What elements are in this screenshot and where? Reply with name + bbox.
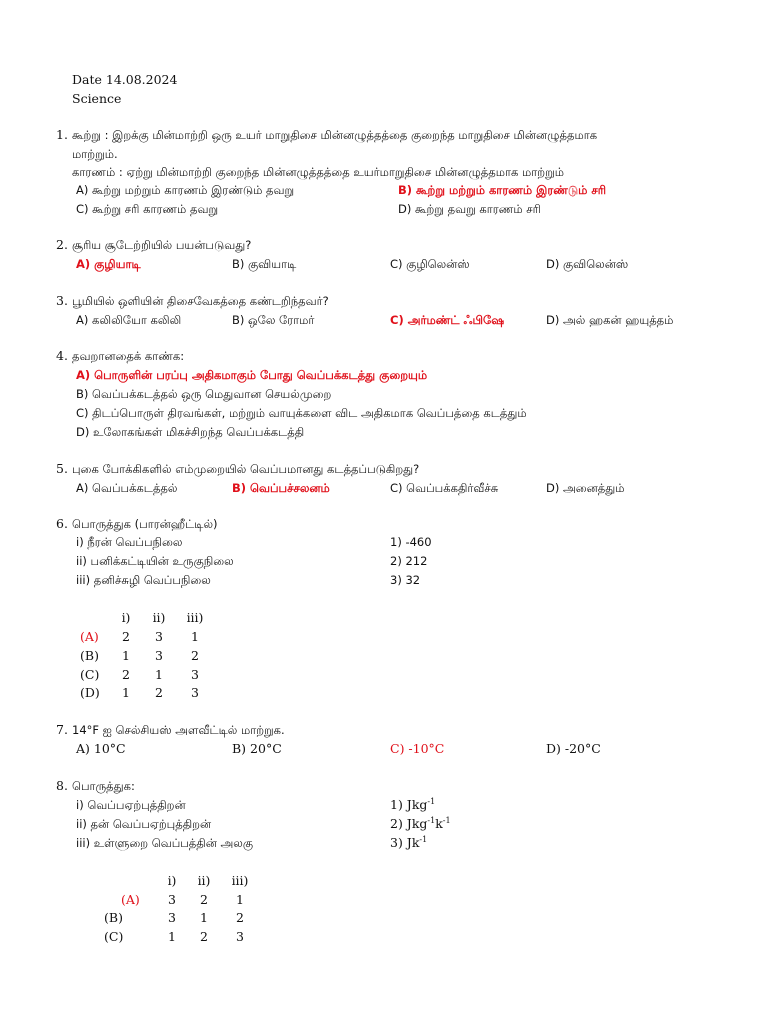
q8-grid-cell: 1	[200, 910, 208, 925]
q7-option-a: A) 10°C	[76, 741, 126, 756]
q4-option-d: D) உலோகங்கள் மிகச்சிறந்த வெப்பக்கடத்தி	[76, 425, 305, 439]
q8-grid-head: iii)	[231, 873, 249, 888]
q5-option-c: C) வெப்பக்கதிர்வீச்சு	[390, 481, 499, 495]
q2-option-c: C) குழிலென்ஸ்	[390, 257, 470, 271]
q6-left-item: ii) பனிக்கட்டியின் உருகுநிலை	[76, 554, 234, 568]
q2-text: சூரிய சூடேற்றியில் பயன்படுவது?	[72, 238, 252, 252]
q3-option-d: D) அல் ஹகன் ஹயுத்தம்	[546, 313, 674, 327]
q6-grid-cell: 1	[191, 629, 199, 644]
q6-grid-cell: 1	[122, 685, 130, 700]
q1-reason: காரணம் : ஏற்று மின்மாற்றி குறைந்த மின்னழுத்தத்தை உயர்மாறுதிசை மின்னழுத்தமாக மாற்றும்	[72, 165, 564, 179]
q6-grid-cell: 1	[122, 648, 130, 663]
q6-number: 6.	[56, 516, 68, 531]
q8-row-label: (B)	[104, 910, 123, 925]
q4-number: 4.	[56, 348, 68, 363]
q6-grid-cell: 3	[191, 667, 199, 682]
q2-option-b: B) குவியாடி	[232, 257, 297, 271]
q4-option-a-answer: A) பொருளின் பரப்பு அதிகமாகும் போது வெப்பக்கடத்து குறையும்	[76, 368, 428, 382]
q3-option-c-answer: C) அர்மண்ட் ஃபிஷே	[390, 313, 505, 327]
q6-right-item: 3) 32	[390, 573, 421, 587]
q6-text: பொருத்துக (பாரன்ஹீட்டில்)	[72, 517, 218, 531]
q7-option-d: D) -20°C	[546, 741, 601, 756]
q7-text: 14°F ஐ செல்சியஸ் அளவீட்டில் மாற்றுக.	[72, 723, 285, 737]
q1-option-b-answer: B) கூற்று மற்றும் காரணம் இரண்டும் சரி	[398, 183, 607, 197]
q8-grid-cell: 3	[168, 910, 176, 925]
q6-grid-cell: 1	[155, 667, 163, 682]
q5-text: புகை போக்கிகளில் எம்முறையில் வெப்பமானது கடத்தப்படுகிறது?	[72, 462, 420, 476]
q6-grid-head: i)	[121, 610, 131, 625]
q3-text: பூமியில் ஒளியின் திசைவேகத்தை கண்டறிந்தவர்?	[72, 294, 329, 308]
q6-right-item: 1) -460	[390, 535, 432, 549]
q8-right-item: 3) $Jk^{-1}$	[390, 834, 428, 850]
q8-left-item: i) வெப்பஏற்புத்திறன்	[76, 798, 186, 812]
q3-option-b: B) ஒலே ரோமர்	[232, 313, 315, 327]
q2-option-d: D) குவிலென்ஸ்	[546, 257, 629, 271]
q6-grid-head: ii)	[152, 610, 166, 625]
q6-row-label: (C)	[80, 667, 100, 682]
q6-right-item: 2) 212	[390, 554, 428, 568]
q6-grid-cell: 2	[191, 648, 199, 663]
q3-number: 3.	[56, 293, 68, 308]
q5-option-a: A) வெப்பக்கடத்தல்	[76, 481, 178, 495]
q6-grid-cell: 2	[122, 629, 130, 644]
q8-text: பொருத்துக:	[72, 779, 135, 793]
q6-row-label: (D)	[80, 685, 100, 700]
q6-row-label: (B)	[80, 648, 99, 663]
q7-option-b: B) 20°C	[232, 741, 282, 756]
q8-grid-cell: 1	[168, 929, 176, 944]
q1-option-d: D) கூற்று தவறு காரணம் சரி	[398, 202, 541, 216]
q6-left-item: iii) தனிச்சுழி வெப்பநிலை	[76, 573, 211, 587]
subject-label: Science	[72, 91, 122, 106]
q6-grid-cell: 2	[122, 667, 130, 682]
q8-left-item: iii) உள்ளுறை வெப்பத்தின் அலகு	[76, 836, 254, 850]
q2-option-a-answer: A) குழியாடி	[76, 257, 141, 271]
q8-grid-head: i)	[167, 873, 177, 888]
q7-number: 7.	[56, 722, 68, 737]
q8-grid-cell: 3	[236, 929, 244, 944]
q4-option-b: B) வெப்பக்கடத்தல் ஒரு மெதுவான செயல்முறை	[76, 387, 332, 401]
q8-grid-cell: 2	[236, 910, 244, 925]
q8-right-item: 2) $Jkg^{-1}k^{-1}$	[390, 815, 451, 831]
q6-grid-cell: 3	[155, 648, 163, 663]
q8-grid-cell: 1	[236, 892, 244, 907]
q1-statement-cont: மாற்றும்.	[72, 147, 118, 161]
q5-number: 5.	[56, 461, 68, 476]
q1-number: 1.	[56, 127, 68, 142]
q8-grid-cell: 2	[200, 929, 208, 944]
q3-option-a: A) கலிலியோ கலிலி	[76, 313, 182, 327]
q1-statement: கூற்று : இறக்கு மின்மாற்றி ஒரு உயர் மாறுதிசை மின்னழுத்தத்தை குறைந்த மாறுதிசை மின்னழுத்தமாக	[72, 128, 598, 142]
q6-grid-head: iii)	[186, 610, 204, 625]
q2-number: 2.	[56, 237, 68, 252]
q8-number: 8.	[56, 778, 68, 793]
q7-option-c-answer: C) -10°C	[390, 741, 445, 756]
q6-left-item: i) நீரன் வெப்பநிலை	[76, 535, 183, 549]
q8-left-item: ii) தன் வெப்பஏற்புத்திறன்	[76, 817, 212, 831]
q8-right-item: 1) Jkg$^{-1}$	[390, 796, 436, 812]
q4-text: தவறானதைக் காண்க:	[72, 349, 185, 363]
q6-grid-cell: 3	[191, 685, 199, 700]
q1-option-c: C) கூற்று சரி காரணம் தவறு	[76, 202, 219, 216]
q1-option-a: A) கூற்று மற்றும் காரணம் இரண்டும் தவறு	[76, 183, 295, 197]
q8-grid-cell: 3	[168, 892, 176, 907]
q6-answer-label: (A)	[80, 629, 99, 644]
q8-answer-label: (A)	[121, 892, 140, 907]
q4-option-c: C) திடப்பொருள் திரவங்கள், மற்றும் வாயுக்களை விட அதிகமாக வெப்பத்தை கடத்தும்	[76, 406, 527, 420]
q8-grid-cell: 2	[200, 892, 208, 907]
q8-row-label: (C)	[104, 929, 124, 944]
date-label: Date 14.08.2024	[72, 72, 178, 87]
q5-option-d: D) அனைத்தும்	[546, 481, 625, 495]
q8-grid-head: ii)	[197, 873, 211, 888]
q6-grid-cell: 2	[155, 685, 163, 700]
q6-grid-cell: 3	[155, 629, 163, 644]
q5-option-b-answer: B) வெப்பச்சலனம்	[232, 481, 330, 495]
